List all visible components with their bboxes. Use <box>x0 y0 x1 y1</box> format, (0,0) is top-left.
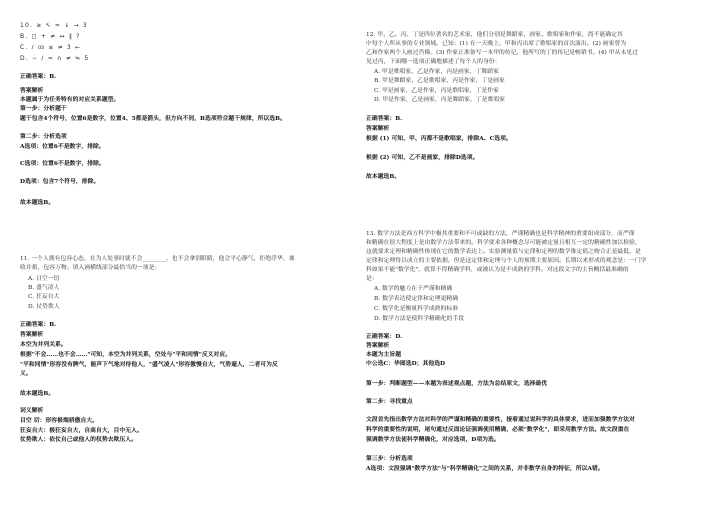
q12-stem-line2: 中每个人所从事的专业领域。已知：(1) 在一天晚上，甲和丙出席了歌唱家的首次演出。(2) 画家曾为 <box>366 41 627 47</box>
q13-step2-line1: 文段首先指出数学方法对科学的严谨和精确的重要性，接着通过说科学的具体要求，进而加强数学方法对 <box>366 417 635 423</box>
q13-stem-line2: 和精确在很大程度上是由数学方法带来的。科学要求各种概念尽可能被定量且相互一定的精确性加以检验， <box>366 240 641 246</box>
q13-stem-line6: 是： <box>366 276 378 282</box>
q10-analysis-text: 本题属于为任务特有的对应关系题型。 <box>20 97 120 103</box>
q13-option-d: D. 数学方法是使科学精确化的手段 <box>374 316 465 322</box>
q13-analysis-label: 答案解析 <box>366 343 390 349</box>
q12-option-c: C. 甲是画家，乙是作家，丙是歌唱家，丁是作家 <box>374 88 500 94</box>
q11-analysis-1: 本空为并列关系。 <box>20 342 67 348</box>
q12-stem-line4: 见过丙，下面哪一选项正确地描述了每个人的身份： <box>366 59 501 65</box>
q11-option-a: A. 日空一切 <box>28 276 60 282</box>
q13-analysis-2: 中公选C：华图选D；其他选D <box>366 361 446 367</box>
q13-step1: 第一步：判断题型——本题为表述观点题，方法为总结原文，选择最优 <box>366 381 548 387</box>
q11-analysis-3: "平和同情"形容没有脾气，能声下气地对待他人，"盛气凌人"形容傲慢自大，气势逼人，二者可为反 <box>20 362 278 368</box>
q10-option-d-analysis: D选项：包含7个符号，排除。 <box>20 179 100 185</box>
q10-option-c: C. ∕ ㎝ ≤ ≠ 3 ← <box>20 44 82 51</box>
q10-step1: 第一步：分析题干 <box>20 106 67 112</box>
q11-option-b: B. 盛气凌人 <box>28 285 60 291</box>
q10-answer: 正确答案：B. <box>20 74 57 80</box>
q11-analysis-4: 义。 <box>20 371 32 377</box>
q10-step2: 第二步：分析选项 <box>20 134 67 140</box>
q12-conclusion: 故本题选B。 <box>366 174 401 180</box>
q13-step2-line2: 科学的重要性的说明，尾句通过反面论证强调使用精确，必须"数学化"，即采用数学方法。故文段重在 <box>366 427 630 433</box>
q11-option-c: C. 狂妄自大 <box>28 294 60 300</box>
q11-conclusion: 故本题选B。 <box>20 391 55 397</box>
q13-option-b: B. 数学表达使定律和定理更精确 <box>374 296 459 302</box>
q11-vocab-label: 词义解析 <box>20 408 44 414</box>
q13-step3-line1: A选项：文段强调"数学方法"与"科学精确化"之间的关系，并非数学自身的特征，所以A错。 <box>366 466 604 472</box>
q12-stem-line1: 12. 甲、乙、丙、丁是四位著名的艺术家，他们分别是舞蹈家、画家、歌唱家和作家，尚不能确定其 <box>366 32 623 38</box>
q11-stem-line1: 11. 一个人拥有包容心态，在为人处事时就不会________，也不会拿别眼睛，他会平心静气，拒绝浮华，兼 <box>20 256 295 262</box>
q12-option-b: B. 甲是舞蹈家，乙是歌唱家，丙是作家，丁是画家 <box>374 78 505 84</box>
q13-step2-line3: 强调数学方法使科学精确化，对应选项，D项为选。 <box>366 437 500 443</box>
q11-analysis-2: 根据"不会……也不会……"可知，本空为并列关系，空处与"平和同情"反义对应。 <box>20 352 232 358</box>
q13-stem-line1: 13. 数学方法是西方科学中极其重要和不可或缺的方法，严谨精确也是科学精神的重要组成部分，而严谨 <box>366 231 635 237</box>
q13-analysis-1: 本题为主旨题 <box>366 352 402 358</box>
q11-answer: 正确答案：B. <box>20 322 57 328</box>
q13-option-a: A. 数学的魅力在于严谨和精确 <box>374 286 453 292</box>
q10-option-b: B. ◻ + ≠ ↔ ∥ ? <box>20 33 81 40</box>
q13-stem-line5: 科如果不能"数学化"，就算不得精确学科，或被认为是不成熟的学科。对这段文字的主旨概括最准确的 <box>366 267 629 273</box>
q12-option-d: D. 甲是作家，乙是画家，丙是舞蹈家，丁是歌唱家 <box>374 97 506 103</box>
q12-stem-line3: 乙和作家两个人画过肖像。(3) 作家正准备写一本甲的传记，他所写的丁的传记是畅销书。(4) 甲从未见过 <box>366 50 638 56</box>
q13-option-c: C. 数学化是衡量科学成熟的标准 <box>374 306 459 312</box>
q11-vocab-3: 仗势欺人：依仗自己或他人的权势去欺压人。 <box>20 437 137 443</box>
q12-analysis-label: 答案解析 <box>366 126 390 132</box>
q10-option-c-analysis: C选项：位置6不是数字，排除。 <box>20 161 105 167</box>
q11-vocab-1: 目空 切：形容极端骄傲自大。 <box>20 418 99 424</box>
q10-analysis-label: 答案解析 <box>20 88 44 94</box>
q12-option-a: A. 甲是歌唱家，乙是作家，丙是画家，丁舞蹈家 <box>374 69 499 75</box>
q13-step3: 第三步：分析选项 <box>366 456 413 462</box>
q11-vocab-2: 狂妄自大：极狂妄自大，自高自大，目中无人。 <box>20 428 143 434</box>
q13-stem-line3: 这就要求定理和精确性体现在它的数学表达上。实验测量值与定律和定理的数学推定值之吻合正是最低，是 <box>366 249 641 255</box>
q13-answer: 正确答案：D. <box>366 334 403 340</box>
q10-option-d: D. ∽ ∕ ≈ ∩ ≠ ≒ 5 <box>20 55 90 62</box>
q12-analysis-1: 根据 (1) 可知，甲、丙都不是歌唱家，排除A、C选项。 <box>366 136 512 142</box>
q11-stem-line2: 收并蓄，包容万物。填入画横线部分最恰当的一项是： <box>20 265 161 271</box>
q11-option-d: D. 仗势欺人 <box>28 304 60 310</box>
q12-analysis-2: 根据 (2) 可知，乙不是画家，排除D选项。 <box>366 155 479 161</box>
q10-step1-text: 题干包含4个符号，位置6是数字，位置4、5都是箭头，但方向不同，B选项符合题干规律，所以选B。 <box>20 116 286 122</box>
q12-answer: 正确答案：B. <box>366 116 403 122</box>
q13-step2: 第二步：寻找重点 <box>366 399 413 405</box>
q11-analysis-label: 答案解析 <box>20 332 44 338</box>
q13-stem-line4: 定律和定理得以成立的主要依据，但是这定律和定理与个人的预期主要原因。长期以来形成的观念是：一门学 <box>366 258 647 264</box>
q10-option-a-analysis: A选项：位置6不是数字，排除。 <box>20 144 105 150</box>
q10-title: 10. ≥ ↖ ≈ ↓ → 3 <box>20 22 88 29</box>
q10-conclusion: 故本题选B。 <box>20 200 55 206</box>
